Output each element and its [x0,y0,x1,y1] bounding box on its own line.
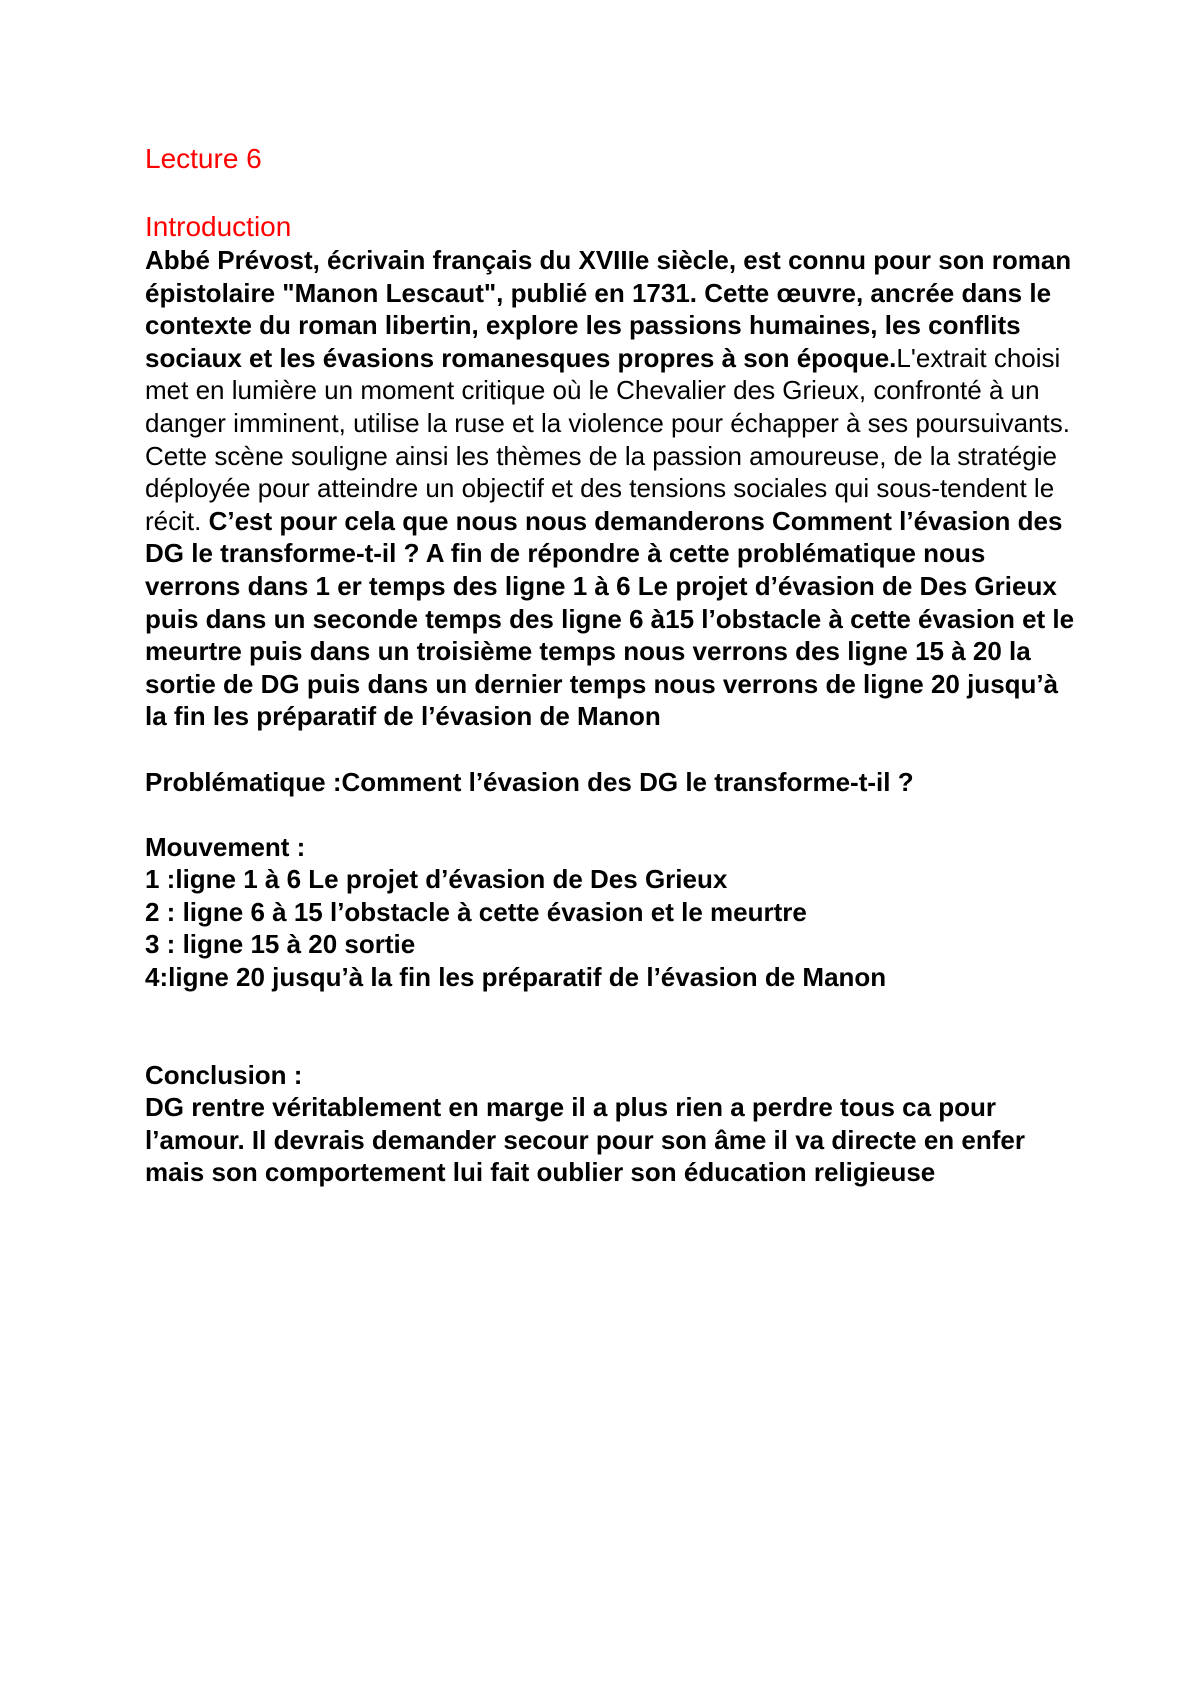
introduction-bold-text-1: Abbé Prévost, écrivain français du XVIIIe siècle, est connu pour son roman épistolaire "Manon Lescaut", publié en 1731. Cette œuvre, ancrée dans le contexte du roman libertin, explore les passions humaines, les conflits sociaux et les évasions romanesques propres à son époque. [145,245,1072,373]
introduction-paragraph [145,244,1075,733]
document-page [145,142,1075,1189]
conclusion-paragraph: DG rentre véritablement en marge il a plus rien a perdre tous ca pour l’amour. Il devrais demander secour pour son âme il va directe en enfer mais son comportement lui fait oublier son éducation religieuse [145,1092,1025,1188]
spacer [145,798,1075,831]
mouvement-item: 4:ligne 20 jusqu’à la fin les préparatif de l’évasion de Manon [145,962,887,993]
mouvement-item: 2 : ligne 6 à 15 l’obstacle à cette évasion et le meurtre [145,896,807,927]
problematique-line: Problématique :Comment l’évasion des DG le transforme-t-il ? [145,766,914,797]
introduction-normal-text: L'extrait choisi met en lumière un moment critique où le Chevalier des Grieux, confronté à un danger imminent, utilise la ruse et la violence pour échapper à ses poursuivants. Cette scène souligne ainsi les thèmes de la passion amoureuse, de la stratégie déployée pour atteindre un objectif et des tensions sociales qui sous-tendent le récit. [145,342,1070,536]
mouvement-list [145,863,1075,993]
mouvement-item: 1 :ligne 1 à 6 Le projet d’évasion de Des Grieux [145,864,728,895]
mouvement-heading: Mouvement : [145,831,306,862]
spacer [145,994,1075,1059]
document-title: Lecture 6 [145,143,262,174]
introduction-bold-text-2: C’est pour cela que nous nous demanderons Comment l’évasion des DG le transforme-t-il ? A fin de répondre à cette problématique nous verrons dans 1 er temps des ligne 1 à 6 Le projet d’évasion de Des Grieux puis dans un seconde temps des ligne 6 à15 l’obstacle à cette évasion et le meurtre puis dans un troisième temps nous verrons des ligne 15 à 20 la sortie de DG puis dans un dernier temps nous verrons de ligne 20 jusqu’à la fin les préparatif de l’évasion de Manon [145,505,1075,732]
conclusion-heading: Conclusion : [145,1059,303,1090]
mouvement-item: 3 : ligne 15 à 20 sortie [145,929,416,960]
introduction-heading: Introduction [145,211,292,242]
spacer [145,733,1075,766]
